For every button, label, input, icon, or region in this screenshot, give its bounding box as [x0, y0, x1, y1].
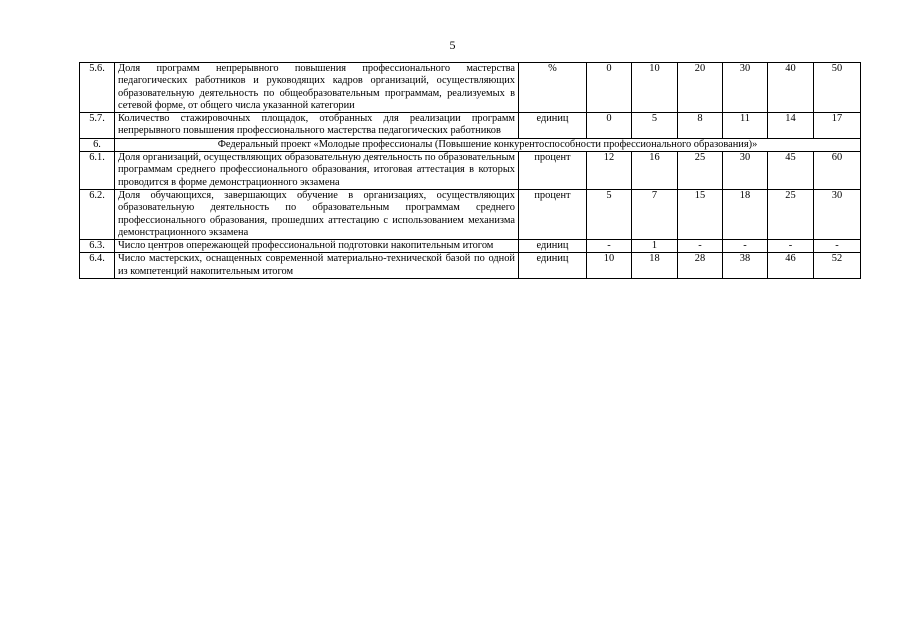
value-cell: 40: [768, 63, 814, 113]
row-number: 6.4.: [80, 253, 115, 279]
value-cell: 25: [768, 189, 814, 239]
project-row: [80, 138, 861, 151]
row-number: 6.: [80, 138, 115, 151]
value-cell: -: [678, 240, 723, 253]
value-cell: 52: [814, 253, 861, 279]
table-row: [80, 152, 861, 190]
unit-cell: единиц: [519, 240, 587, 253]
value-cell: 20: [678, 63, 723, 113]
value-cell: 16: [632, 152, 678, 190]
value-cell: 5: [632, 113, 678, 139]
value-cell: 11: [723, 113, 768, 139]
indicator-description: Количество стажировочных площадок, отобранных для реализации программ непрерывного повышения профессионального мастерства педагогических работников: [115, 113, 519, 139]
table-row: [80, 189, 861, 239]
indicator-description: Доля программ непрерывного повышения профессионального мастерства педагогических работников и руководящих кадров организаций, осуществляющих образовательную деятельность по общеобразовательным программам, реализуемых в сетевой форме, от общего числа указанной категории: [115, 63, 519, 113]
value-cell: 25: [678, 152, 723, 190]
indicator-description: Число мастерских, оснащенных современной материально-технической базой по одной из компетенций накопительным итогом: [115, 253, 519, 279]
value-cell: 50: [814, 63, 861, 113]
value-cell: 7: [632, 189, 678, 239]
row-number: 6.1.: [80, 152, 115, 190]
row-number: 6.2.: [80, 189, 115, 239]
value-cell: -: [723, 240, 768, 253]
value-cell: 0: [587, 113, 632, 139]
value-cell: 45: [768, 152, 814, 190]
row-number: 6.3.: [80, 240, 115, 253]
table-row: [80, 253, 861, 279]
indicators-table: [79, 62, 861, 279]
value-cell: 30: [723, 152, 768, 190]
unit-cell: единиц: [519, 253, 587, 279]
value-cell: 12: [587, 152, 632, 190]
indicator-description: Доля обучающихся, завершающих обучение в организациях, осуществляющих образовательную деятельность по образовательным программам среднего профессионального образования, прошедших аттестацию с использованием механизма демонстрационного экзамена: [115, 189, 519, 239]
value-cell: 60: [814, 152, 861, 190]
table-row: [80, 63, 861, 113]
table-row: [80, 240, 861, 253]
value-cell: -: [587, 240, 632, 253]
value-cell: 18: [632, 253, 678, 279]
row-number: 5.7.: [80, 113, 115, 139]
value-cell: 10: [632, 63, 678, 113]
value-cell: 10: [587, 253, 632, 279]
value-cell: -: [814, 240, 861, 253]
value-cell: 30: [723, 63, 768, 113]
row-number: 5.6.: [80, 63, 115, 113]
value-cell: 28: [678, 253, 723, 279]
unit-cell: процент: [519, 152, 587, 190]
table-row: [80, 113, 861, 139]
value-cell: 30: [814, 189, 861, 239]
value-cell: -: [768, 240, 814, 253]
value-cell: 1: [632, 240, 678, 253]
value-cell: 14: [768, 113, 814, 139]
value-cell: 18: [723, 189, 768, 239]
value-cell: 8: [678, 113, 723, 139]
unit-cell: %: [519, 63, 587, 113]
value-cell: 17: [814, 113, 861, 139]
project-title: Федеральный проект «Молодые профессионалы (Повышение конкурентоспособности профессионального образования)»: [115, 138, 861, 151]
indicator-description: Доля организаций, осуществляющих образовательную деятельность по образовательным программам среднего профессионального образования, итоговая аттестация в которых проводится в форме демонстрационного экзамена: [115, 152, 519, 190]
unit-cell: единиц: [519, 113, 587, 139]
page-number: 5: [449, 38, 456, 52]
value-cell: 15: [678, 189, 723, 239]
value-cell: 38: [723, 253, 768, 279]
value-cell: 5: [587, 189, 632, 239]
value-cell: 46: [768, 253, 814, 279]
indicator-description: Число центров опережающей профессиональной подготовки накопительным итогом: [115, 240, 519, 253]
value-cell: 0: [587, 63, 632, 113]
unit-cell: процент: [519, 189, 587, 239]
